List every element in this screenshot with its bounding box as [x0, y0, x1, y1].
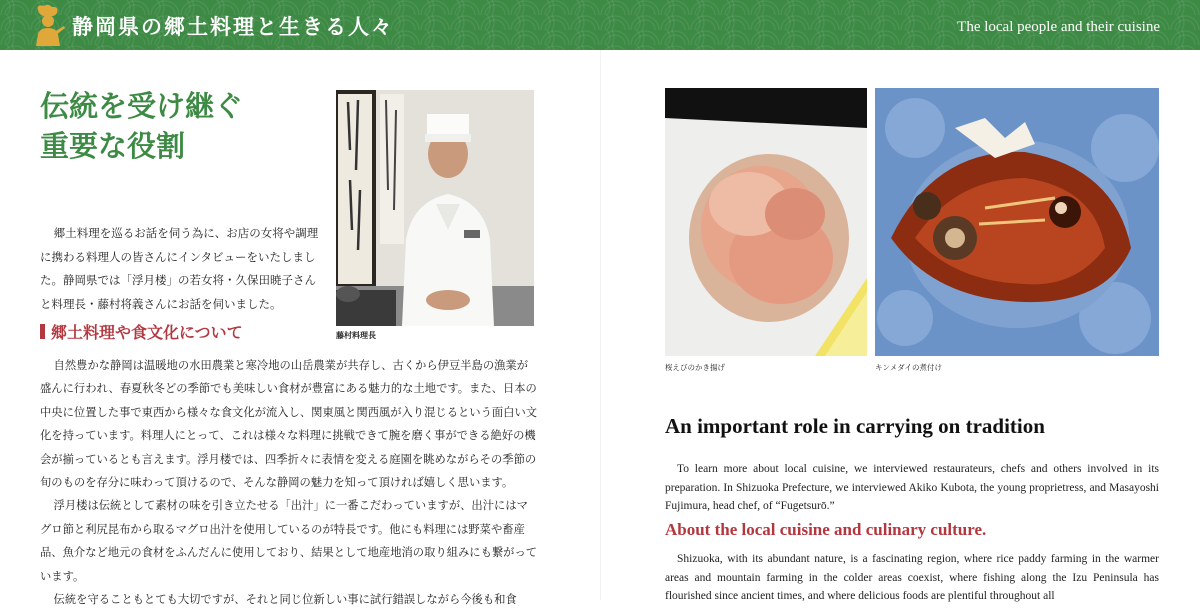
- page-header: [0, 0, 1200, 50]
- left-subheading-text: 郷土料理や食文化について: [51, 323, 243, 342]
- body-paragraph-1: 自然豊かな静岡は温暖地の水田農業と寒冷地の山岳農業が共存し、古くから伊豆半島の漁業が盛んに行われ、春夏秋冬どの季節でも美味しい食材が豊富にある魅力的な土地です。また、日本の中央に位置した事で東西から様々な食文化が流入し、関東風と関西風が入り混じるという面白い文化を持っています。料理人にとって、これは様々な料理に挑戦できて腕を磨く事ができる絶好の機会が揃っているとも言えます。浮月楼では、四季折々に表情を変える庭園を眺めながらその季節の旬のものを存分に味わって頂けるので、そんな静岡の魅力を知って頂ければ嬉しく思います。: [40, 359, 538, 490]
- right-subheading: About the local cuisine and culinary culture.: [665, 520, 987, 539]
- page-gutter: [600, 50, 601, 600]
- left-page-heading: [40, 86, 243, 166]
- left-intro: [40, 222, 325, 316]
- chef-photo-caption: 藤村料理長: [336, 331, 376, 340]
- heading-line-1: 伝統を受け継ぐ: [40, 89, 244, 123]
- right-page-heading: An important role in carrying on tradition: [665, 414, 1045, 438]
- chef-silhouette-icon: [30, 4, 66, 46]
- header-title: 静岡県の郷土料理と生きる人々: [72, 15, 394, 39]
- intro-paragraph: 郷土料理を巡るお話を伺う為に、お店の女将や調理に携わる料理人の皆さんにインタビューをいたしました。静岡県では「浮月楼」の若女将・久保田暁子さんと料理長・藤村将義さんにお話を伺いました。: [40, 226, 319, 311]
- sakura-shrimp-caption: 桜えびのかき揚げ: [665, 363, 725, 372]
- right-intro-paragraph: To learn more about local cuisine, we interviewed restaurateurs, chefs and others involved in its preparation. In Shizuoka Prefecture, we interviewed Akiko Kubota, the young proprietress, and Masayoshi Fujimura, head chef, of “Fugetsurō.”: [665, 463, 1159, 512]
- header-subtitle: The local people and their cuisine: [957, 19, 1160, 35]
- left-body-text: [40, 354, 538, 611]
- chef-photo: [336, 90, 534, 326]
- left-subheading: [40, 320, 243, 343]
- sakura-shrimp-image: [665, 88, 867, 356]
- body-paragraph-3: 伝統を守ることもとても大切ですが、それと同じ位新しい事に試行錯誤しながら今後も和食: [53, 593, 517, 607]
- kinmedai-image: [875, 88, 1159, 356]
- body-paragraph-2: 浮月楼は伝統として素材の味を引き立たせる「出汁」に一番こだわっていますが、出汁にはマグロ節と利尻昆布から取るマグロ出汁を使用しているのが特長です。他にも料理には野菜や畜産品、魚介など地元の食材をふんだんに使用しており、結果として地産地消の取り組みにも繋がっています。: [40, 499, 538, 583]
- heading-line-2: 重要な役割: [40, 129, 186, 163]
- chef-photo-image: [336, 90, 534, 326]
- section-bar-marker: [40, 324, 45, 339]
- kinmedai-photo: [875, 88, 1159, 356]
- sakura-shrimp-photo: [665, 88, 867, 356]
- right-body-text: [665, 550, 1159, 606]
- right-intro: [665, 460, 1159, 516]
- kinmedai-caption: キンメダイの煮付け: [875, 363, 943, 372]
- right-body-paragraph: Shizuoka, with its abundant nature, is a fascinating region, where rice paddy farming in the warmer areas and mountain farming in the colder areas coexist, where fishing along the Izu Peninsula has flourished since ancient times, and where delicious foods are plentiful throughout all: [665, 553, 1159, 602]
